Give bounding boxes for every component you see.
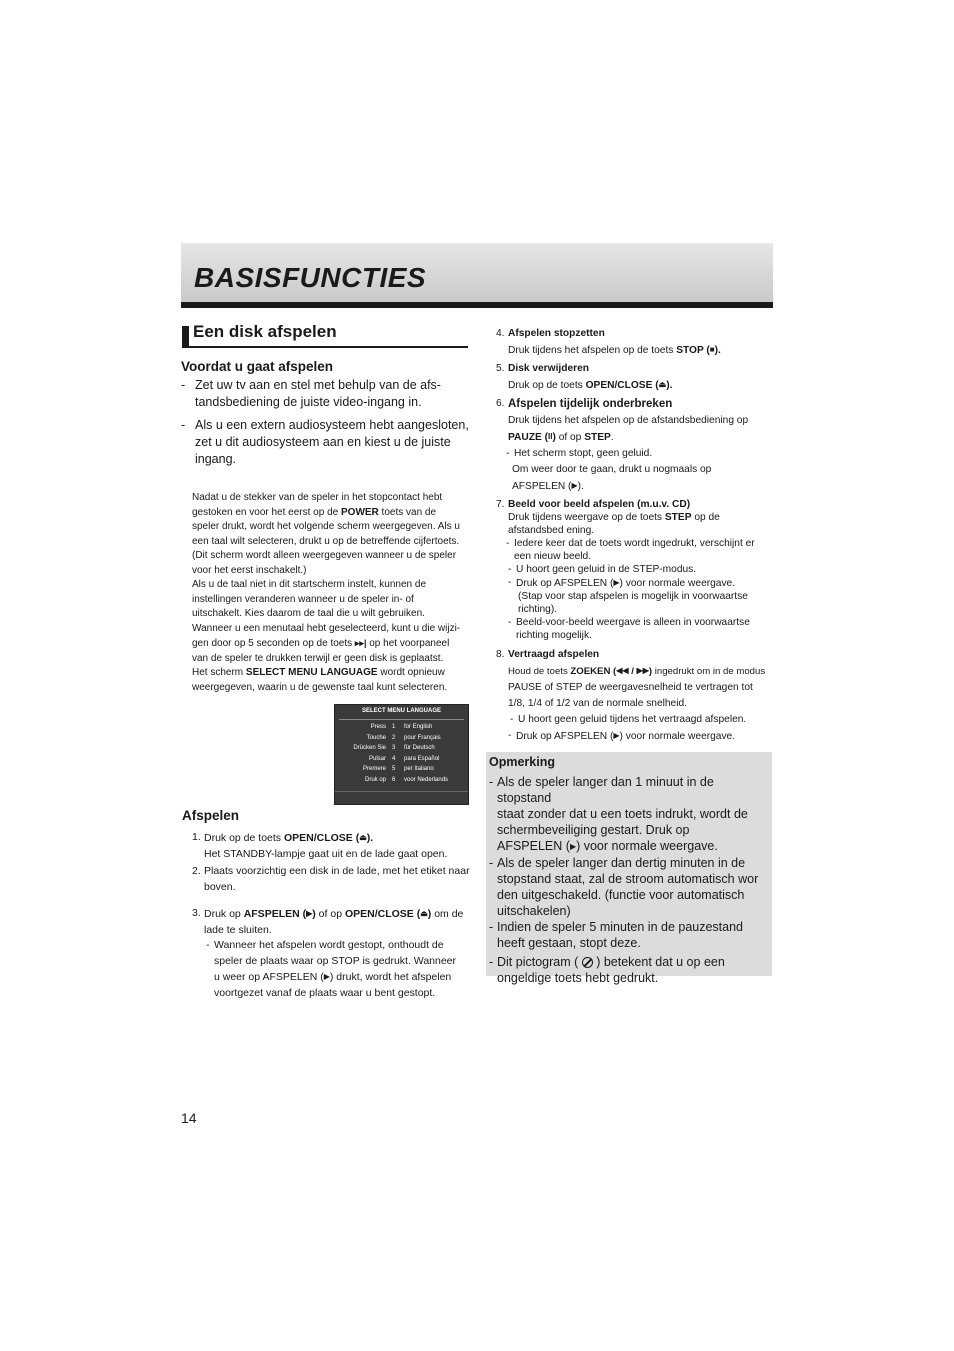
step-3: 3. Druk op AFSPELEN (▶) of op OPEN/CLOSE (⏏) om de lade te sluiten. - Wanneer het afspelen wordt gestopt, onthoudt de speler de plaats waar op STOP is gedrukt. Wanneer u weer op AFSPELEN (▶) drukt, wordt het afspelen voortgezet vanaf de plaats waar u bent gestopt. [192, 906, 472, 1001]
step-7-subitem: - Druk op AFSPELEN (▶) voor normale weergave. (Stap voor stap afspelen is mogelijk in voorwaartse richting). [508, 576, 776, 616]
note-title: Opmerking [489, 755, 555, 769]
text-line: Om weer door te gaan, drukt u nogmaals op [512, 464, 712, 475]
text-line: zet u dit audiosysteem aan en kiest u de juiste [195, 435, 451, 449]
step-heading: Afspelen tijdelijk onderbreken [508, 398, 673, 410]
text-line: (Dit scherm wordt alleen weergegeven wanneer u de speler [192, 550, 457, 561]
text-line: tandsbediening de juiste video-ingang in. [195, 395, 422, 409]
text-line: - Het scherm stopt, geen geluid. [506, 446, 776, 462]
voordat-item-2 [181, 417, 471, 468]
right-column-steps [496, 326, 776, 745]
text-line: voor het eerst inschakelt.) [192, 564, 307, 576]
step-7-subitem: - Beeld-voor-beeld weergave is alleen in voorwaartse richting mogelijk. [508, 616, 776, 642]
text-line: Druk tijdens het afspelen op de afstandsbediening op [508, 415, 749, 426]
step-7-subitem: - U hoort geen geluid in de STEP-modus. [508, 563, 776, 576]
step-heading: Afspelen stopzetten [508, 328, 605, 339]
voordat-list [181, 377, 471, 468]
text-line: lade te sluiten. [204, 923, 272, 936]
text-line: uitschakelt. Kies daarom de taal die u wilt gebruiken. [192, 608, 425, 619]
text-line: speler drukt, wordt het volgende scherm weergegeven. Als u [192, 521, 460, 532]
text-line: Het scherm SELECT MENU LANGUAGE wordt opnieuw [192, 667, 445, 678]
text-line: - Zet uw tv aan en stel met behulp van de afs- [195, 378, 441, 392]
note-item: - Dit pictogram ( ) betekent dat u op een ongeldige toets hebt gedrukt. [489, 954, 769, 986]
step-4: 4. Afspelen stopzetten Druk tijdens het afspelen op de toets STOP (■). [496, 326, 776, 359]
note-item: - Als de speler langer dan 1 minuut in de stopstand staat zonder dat u een toets indrukt, wordt de schermbeveiliging gestart. Druk op AFSPELEN (▶) voor normale weergave. [489, 774, 769, 855]
step-heading: Beeld voor beeld afspelen (m.u.v. CD) [508, 499, 691, 510]
text-line: instellingen veranderen wanneer u de speler in- of [192, 593, 414, 605]
text-line: - U hoort geen geluid tijdens het vertraagd afspelen. [510, 712, 776, 728]
section-rule [182, 346, 468, 348]
text-line: gen door op 5 seconden op de toets ▸▸| op het voorpaneel [192, 638, 450, 649]
text-line: Druk tijdens weergave op de toets STEP op de [508, 512, 720, 523]
section-title: Een disk afspelen [193, 322, 337, 341]
step-1: 1. Druk op de toets OPEN/CLOSE (⏏). Het STANDBY-lampje gaat uit en de lade gaat open. [192, 830, 472, 862]
text-line: Druk op AFSPELEN (▶) of op OPEN/CLOSE (⏏) om de [204, 908, 464, 920]
menu-row: Druk op 6 voor Nederlands [364, 776, 449, 783]
play-icon: ▶ [571, 481, 578, 490]
step-heading: Vertraagd afspelen [508, 649, 600, 660]
text-line: Nadat u de stekker van de speler in het stopcontact hebt [192, 492, 443, 503]
step-3-subitem [206, 938, 472, 1001]
text-line: Het STANDBY-lampje gaat uit en de lade gaat open. [204, 847, 448, 860]
step-7-subitem: - Iedere keer dat de toets wordt ingedrukt, verschijnt er een nieuw beeld. [506, 537, 776, 563]
note-item: - Als de speler langer dan dertig minuten in de stopstand staat, zal de stroom automatisch wor den uitgeschakeld. (functie voor automatisch uitschakelen) [489, 855, 769, 919]
menu-header: SELECT MENU LANGUAGE [361, 708, 441, 714]
play-icon: ▶ [569, 842, 577, 851]
text-line: voortgezet vanaf de plaats waar u bent gestopt. [214, 986, 436, 999]
voordat-item-1 [181, 377, 471, 411]
eject-icon: ⏏ [420, 909, 428, 918]
menu-divider [339, 719, 464, 720]
text-line: Plaats voorzichtig een disk in de lade, met het etiket naar [204, 865, 470, 877]
eject-icon: ⏏ [359, 833, 367, 842]
page-title: BASISFUNCTIES [194, 262, 427, 293]
menu-row: Pulsar 4 para Español [368, 755, 440, 762]
eject-icon: ⏏ [658, 380, 667, 389]
step-7: 7. Beeld voor beeld afspelen (m.u.v. CD) Druk tijdens weergave op de toets STEP op de afstandsbed ening. - Iedere keer dat de toets wordt ingedrukt, verschijnt er een nieuw beeld. - U hoort geen geluid in de STEP-modus. - Druk op AFSPELEN (▶) voor normale weergave. (Stap voor stap afspelen is mogelijk in voorwaartse richting). - Beeld-voor-beeld weergave is alleen in voorwaartse richting mogelijk. [496, 498, 776, 642]
text-line: een taal wilt selecteren, drukt u op de betreffende cijfertoets. [192, 535, 460, 547]
select-menu-language-screen [334, 704, 469, 805]
step-6: 6. Afspelen tijdelijk onderbreken Druk tijdens het afspelen op de afstandsbediening op PAUZE (II) of op STEP. - Het scherm stopt, geen geluid. Om weer door te gaan, drukt u nogmaals op AFSPELEN (▶). [496, 396, 776, 495]
text-line: afstandsbed ening. [508, 525, 595, 536]
pause-icon: II [548, 432, 553, 441]
step-heading: Disk verwijderen [508, 363, 589, 374]
text-line: - Druk op AFSPELEN (▶) voor normale weergave. [508, 728, 776, 745]
step-8: 8. Vertraagd afspelen Houd de toets ZOEKEN (◀◀ / ▶▶) ingedrukt om in de modus PAUSE of STEP de weergavesnelheid te vertragen tot 1/8, 1/4 of 1/2 van de normale snelheid. - U hoort geen geluid tijdens het vertraagd afspelen. - Druk op AFSPELEN (▶) voor normale weergave. [496, 647, 776, 745]
text-line: Druk tijdens het afspelen op de toets STOP (■). [508, 342, 776, 359]
text-line: u weer op AFSPELEN (▶) drukt, wordt het afspelen [214, 971, 452, 983]
note-item: - Indien de speler 5 minuten in de pauzestand heeft gestaan, stopt deze. [489, 919, 769, 951]
text-line: boven. [204, 880, 236, 893]
text-line: 1/8, 1/4 of 1/2 van de normale snelheid. [508, 698, 687, 709]
heading-afspelen: Afspelen [182, 808, 240, 823]
heading-voordat: Voordat u gaat afspelen [181, 359, 334, 374]
section-marker [182, 326, 189, 346]
text-line: - Als u een extern audiosysteem hebt aangesloten, [195, 418, 469, 432]
text-line: Houd de toets ZOEKEN (◀◀ / ▶▶) ingedrukt om in de modus [508, 663, 776, 680]
page-number: 14 [181, 1110, 197, 1126]
fast-forward-icon: ▶▶ [636, 666, 649, 675]
text-line: Als u de taal niet in dit startscherm instelt, kunnen de [192, 579, 427, 590]
play-icon: ▶ [323, 972, 330, 981]
text-line: ingang. [195, 452, 237, 466]
text-line: PAUZE (II) of op STEP. [508, 429, 776, 446]
step-2: 2. Plaats voorzichtig een disk in de lade, met het etiket naar boven. [192, 864, 472, 895]
menu-row: Touche 2 pour Français [366, 734, 441, 741]
text-line: Wanneer u een menutaal hebt geselecteerd, kunt u die wijzi- [192, 622, 461, 634]
title-rule [181, 302, 773, 308]
menu-row: Press 1 for English [370, 724, 433, 730]
text-line: speler de plaats waar op STOP is gedrukt. Wanneer [214, 954, 457, 967]
intro-paragraph [192, 491, 472, 695]
play-icon: ▶ [613, 731, 620, 740]
prohibited-icon [582, 957, 593, 968]
text-line: van de speler te drukken terwijl er geen disk is geplaatst. [192, 652, 444, 664]
menu-row: Drücken Sie 3 für Deutsch [353, 745, 435, 751]
text-line: weergegeven, waarin u de gewenste taal kunt selecteren. [192, 681, 448, 693]
menu-row: Premere 5 per Italiano [362, 766, 434, 772]
step-5: 5. Disk verwijderen Druk op de toets OPEN/CLOSE (⏏). [496, 361, 776, 394]
text-line: - Wanneer het afspelen wordt gestopt, onthoudt de [214, 939, 444, 951]
menu-footer-divider [335, 791, 468, 792]
afspelen-steps [192, 830, 472, 1001]
text-line: AFSPELEN (▶). [512, 478, 776, 495]
note-box [486, 752, 772, 985]
skip-forward-icon: ▸▸| [354, 638, 367, 648]
play-icon: ▶ [306, 909, 313, 918]
text-line: Druk op de toets OPEN/CLOSE (⏏). [204, 832, 374, 844]
note-list [489, 774, 769, 986]
text-line: gestoken en voor het eerst op de POWER toets van de [192, 506, 437, 518]
text-line: Druk op de toets OPEN/CLOSE (⏏). [508, 377, 776, 394]
rewind-icon: ◀◀ [616, 666, 629, 675]
stop-icon: ■ [709, 345, 715, 354]
play-icon: ▶ [613, 578, 620, 587]
text-line: PAUSE of STEP de weergavesnelheid te vertragen tot [508, 682, 753, 693]
